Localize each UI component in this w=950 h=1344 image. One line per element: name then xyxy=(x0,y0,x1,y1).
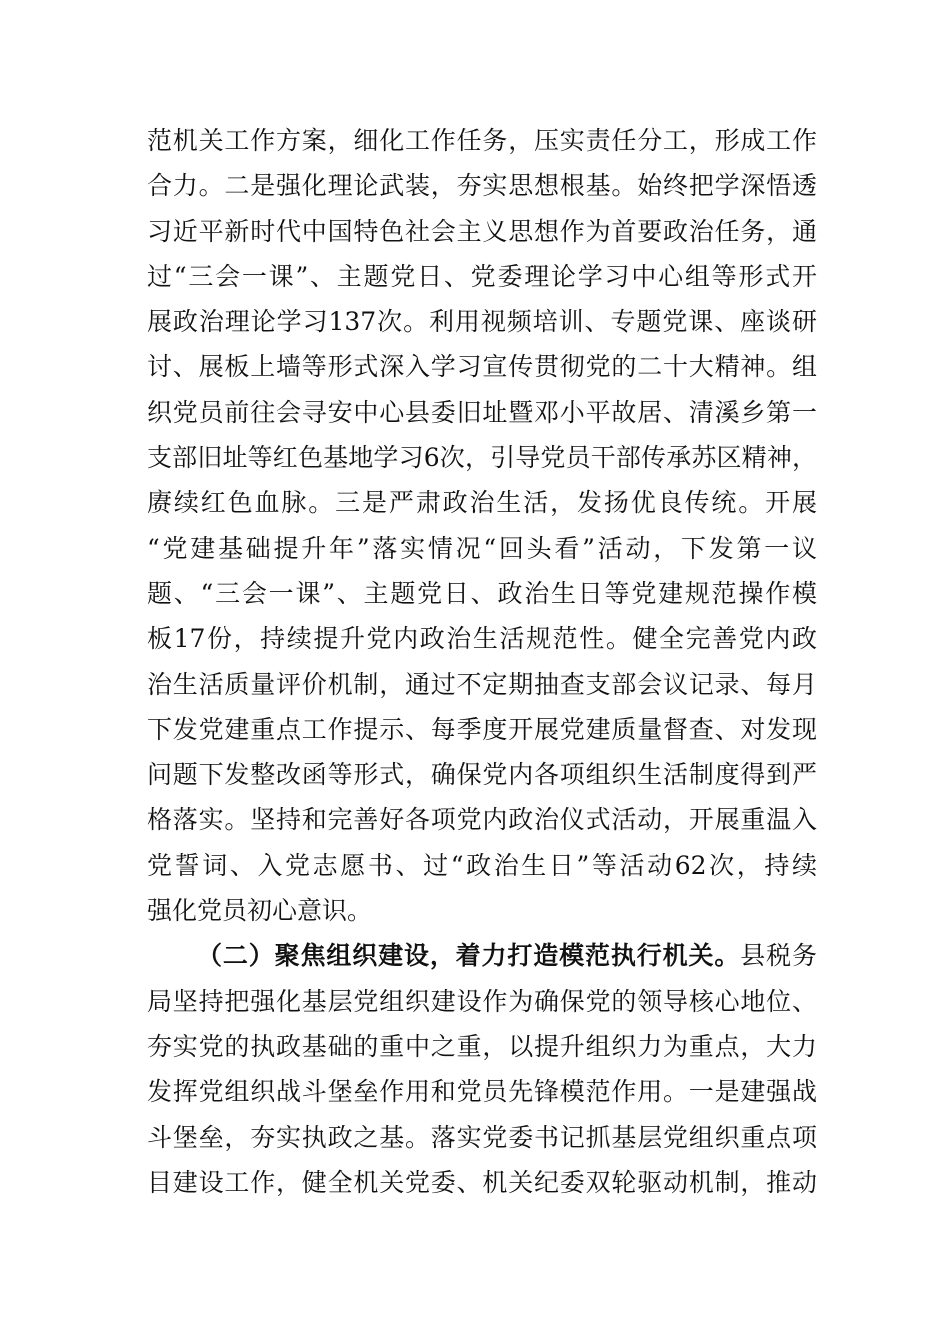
section-heading: （二）聚焦组织建设，着力打造模范执行机关。 xyxy=(197,941,741,971)
text-line: 支部旧址等红色基地学习6次，引导党员干部传承苏区精神， xyxy=(147,443,817,473)
text-line: 目建设工作，健全机关党委、机关纪委双轮驱动机制，推动 xyxy=(147,1167,817,1197)
text-line: 下发党建重点工作提示、每季度开展党建质量督查、对发现 xyxy=(147,714,817,744)
text-line: “党建基础提升年”落实情况“回头看”活动，下发第一议 xyxy=(147,533,817,563)
text-line: 习近平新时代中国特色社会主义思想作为首要政治任务，通 xyxy=(147,216,817,246)
section-first-line-rest: 县税务 xyxy=(740,941,817,971)
text-line: 斗堡垒，夯实执政之基。落实党委书记抓基层党组织重点项 xyxy=(147,1122,817,1152)
text-line: 夯实党的执政基础的重中之重，以提升组织力为重点，大力 xyxy=(147,1031,817,1061)
text-line: 格落实。坚持和完善好各项党内政治仪式活动，开展重温入 xyxy=(147,805,817,835)
text-line: 治生活质量评价机制，通过不定期抽查支部会议记录、每月 xyxy=(147,669,817,699)
text-line: 强化党员初心意识。 xyxy=(147,896,373,926)
text-line: 过“三会一课”、主题党日、党委理论学习中心组等形式开 xyxy=(147,261,817,291)
text-line: 范机关工作方案，细化工作任务，压实责任分工，形成工作 xyxy=(147,126,817,155)
text-line: 展政治理论学习137次。利用视频培训、专题党课、座谈研 xyxy=(147,307,817,337)
text-line: 题、“三会一课”、主题党日、政治生日等党建规范操作模 xyxy=(147,578,817,608)
text-line: 局坚持把强化基层党组织建设作为确保党的领导核心地位、 xyxy=(147,986,817,1016)
text-line: 合力。二是强化理论武装，夯实思想根基。始终把学深悟透 xyxy=(147,171,817,201)
text-line: 讨、展板上墙等形式深入学习宣传贯彻党的二十大精神。组 xyxy=(147,352,817,382)
text-line: 党誓词、入党志愿书、过“政治生日”等活动62次，持续 xyxy=(147,850,817,880)
text-line: 赓续红色血脉。三是严肃政治生活，发扬优良传统。开展 xyxy=(147,488,817,518)
text-line: 发挥党组织战斗堡垒作用和党员先锋模范作用。一是建强战 xyxy=(147,1077,817,1107)
body-text xyxy=(147,118,817,1205)
text-line: 织党员前往会寻安中心县委旧址暨邓小平故居、清溪乡第一 xyxy=(147,397,817,427)
text-line: 板17份，持续提升党内政治生活规范性。健全完善党内政 xyxy=(147,624,817,654)
text-line: 问题下发整改函等形式，确保党内各项组织生活制度得到严 xyxy=(147,760,817,790)
section-first-line xyxy=(147,933,817,978)
